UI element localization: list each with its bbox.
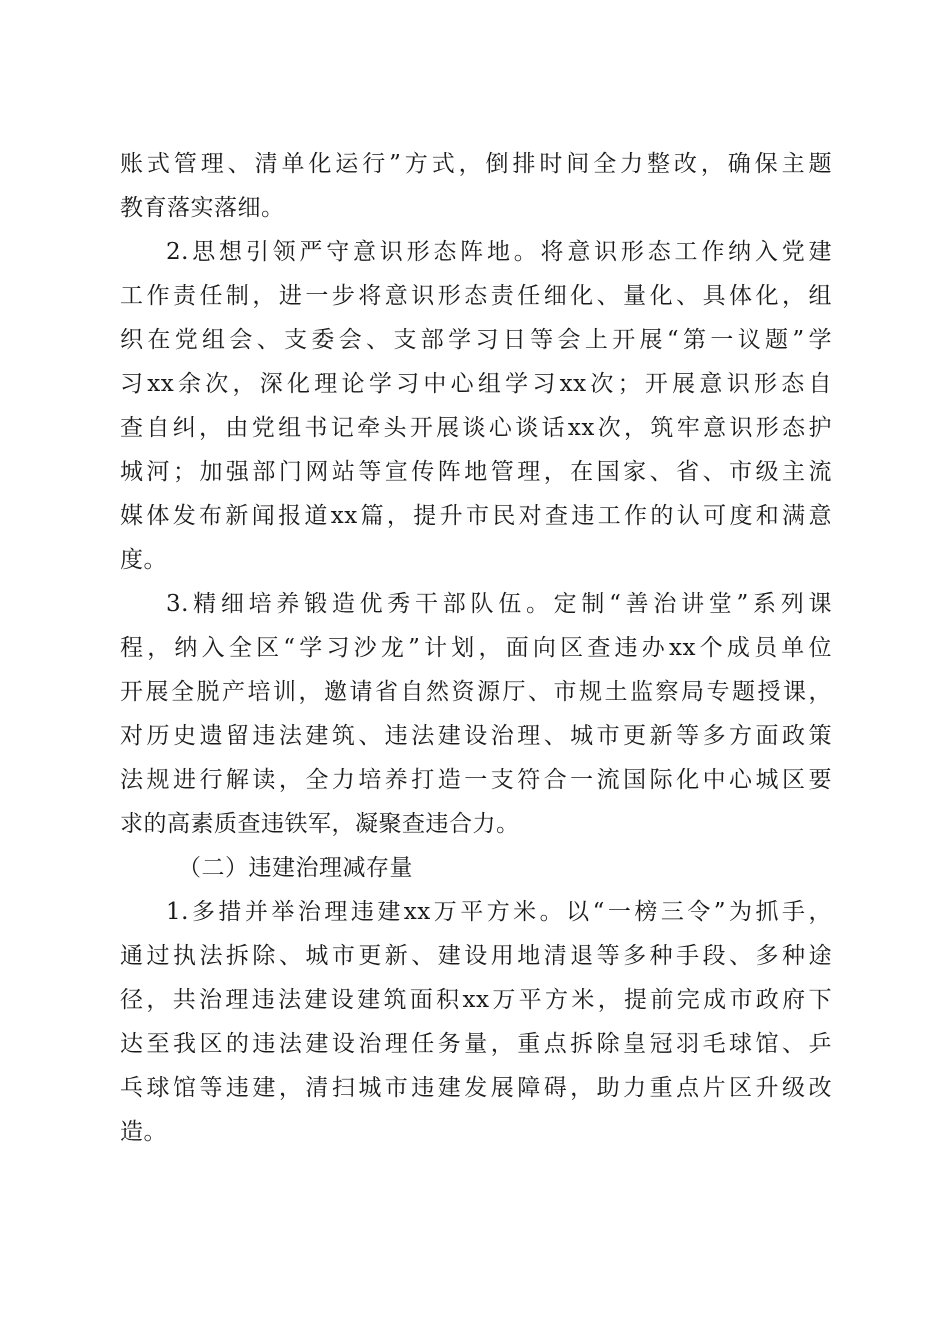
text-line: 查自纠，由党组书记牵头开展谈心谈话xx次，筑牢意识形态护 bbox=[120, 415, 832, 441]
text-line: 达至我区的违法建设治理任务量，重点拆除皇冠羽毛球馆、乒 bbox=[120, 1031, 832, 1057]
text-line: 教育落实落细。 bbox=[120, 195, 285, 221]
text-line: 径，共治理违法建设建筑面积xx万平方米，提前完成市政府下 bbox=[120, 987, 832, 1013]
paragraph-first-line: 3.精细培养锻造优秀干部队伍。定制“善治讲堂”系列课 bbox=[166, 591, 832, 617]
text-line: 工作责任制，进一步将意识形态责任细化、量化、具体化，组 bbox=[120, 283, 832, 309]
text-line: 媒体发布新闻报道xx篇，提升市民对查违工作的认可度和满意 bbox=[120, 503, 832, 529]
text-line: 造。 bbox=[120, 1119, 167, 1145]
text-line: 法规进行解读，全力培养打造一支符合一流国际化中心城区要 bbox=[120, 767, 832, 793]
text-line: 通过执法拆除、城市更新、建设用地清退等多种手段、多种途 bbox=[120, 943, 832, 969]
text-line: 城河；加强部门网站等宣传阵地管理，在国家、省、市级主流 bbox=[120, 459, 832, 485]
paragraph-first-line: 2.思想引领严守意识形态阵地。将意识形态工作纳入党建 bbox=[166, 239, 832, 265]
text-line: 度。 bbox=[120, 547, 167, 573]
section-heading: （二）违建治理减存量 bbox=[178, 855, 413, 881]
text-line: 习xx余次，深化理论学习中心组学习xx次；开展意识形态自 bbox=[120, 371, 832, 397]
document-body bbox=[120, 142, 832, 1154]
paragraph-first-line: 1.多措并举治理违建xx万平方米。以“一榜三令”为抓手， bbox=[166, 899, 832, 925]
text-line: 对历史遗留违法建筑、违法建设治理、城市更新等多方面政策 bbox=[120, 723, 832, 749]
text-line: 账式管理、清单化运行”方式，倒排时间全力整改，确保主题 bbox=[120, 151, 832, 177]
text-line: 开展全脱产培训，邀请省自然资源厅、市规土监察局专题授课， bbox=[120, 679, 832, 705]
text-line: 求的高素质查违铁军，凝聚查违合力。 bbox=[120, 811, 520, 837]
text-line: 程，纳入全区“学习沙龙”计划，面向区查违办xx个成员单位 bbox=[120, 635, 832, 661]
text-line: 织在党组会、支委会、支部学习日等会上开展“第一议题”学 bbox=[120, 327, 832, 353]
text-line: 乓球馆等违建，清扫城市违建发展障碍，助力重点片区升级改 bbox=[120, 1075, 832, 1101]
